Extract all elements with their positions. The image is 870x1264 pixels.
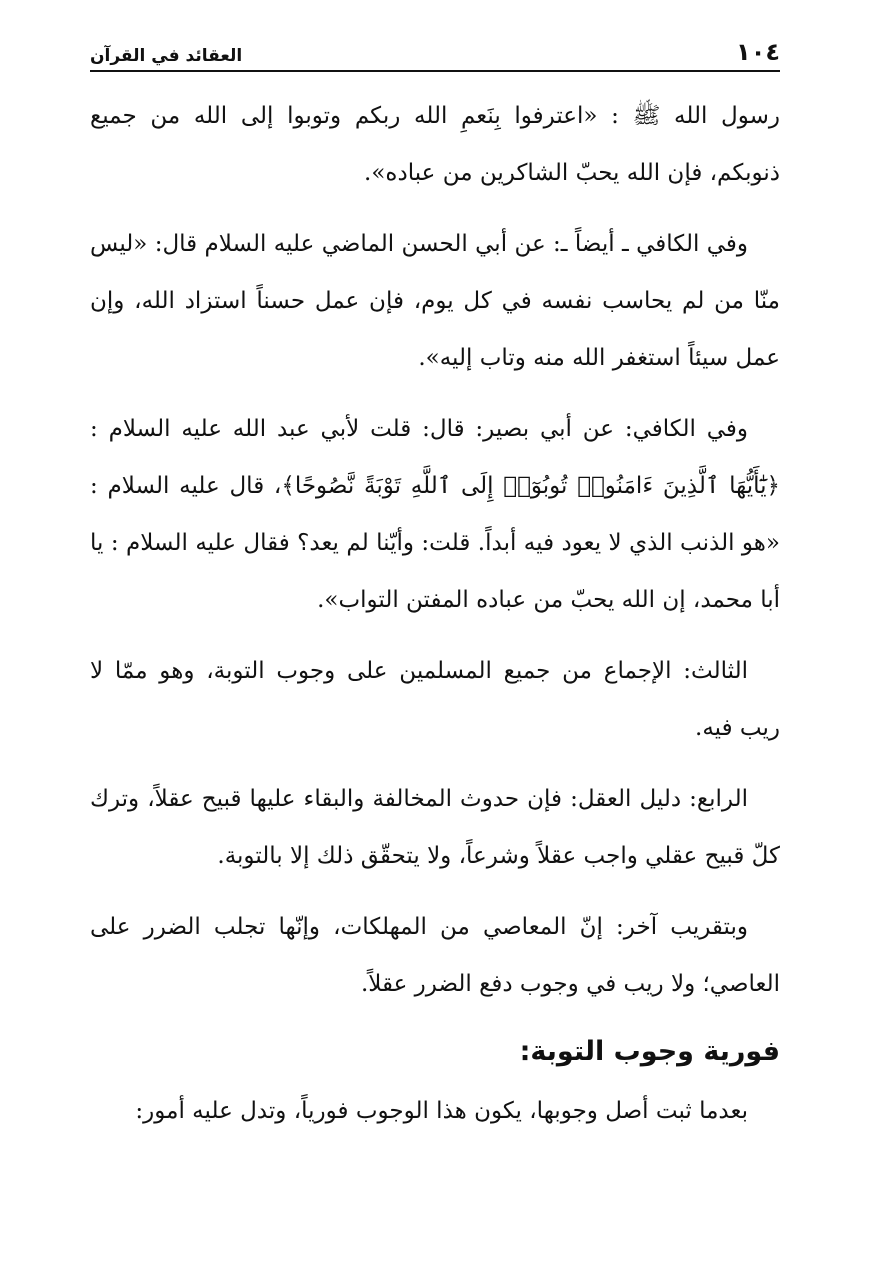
paragraph-section-intro: بعدما ثبت أصل وجوبها، يكون هذا الوجوب فورياً، وتدل عليه أمور: — [135, 1098, 748, 1124]
paragraph-kafi-self-account: وفي الكافي ـ أيضاً ـ: عن أبي الحسن الماضي عليه السلام قال: «ليس منّا من لم يحاسب نفسه في كل يوم، فإن عمل حسناً استزاد الله، وإن عمل سيئاً استغفر الله منه وتاب إليه». — [90, 231, 780, 371]
paragraph-fourth-reason: الرابع: دليل العقل: فإن حدوث المخالفة والبقاء عليها قبيح عقلاً، وترك كلّ قبيح عقلي واجب عقلاً وشرعاً، ولا يتحقّق ذلك إلا بالتوبة. — [90, 786, 780, 869]
paragraph-hadith-gratitude: رسول الله ﷺ : «اعترفوا بِنَعمِ الله ربكم وتوبوا إلى الله من جميع ذنوبكم، فإن الله يحبّ الشاكرين من عباده». — [90, 103, 780, 186]
book-page — [90, 28, 780, 1238]
paragraph-kafi-abu-basir: وفي الكافي: عن أبي بصير: قال: قلت لأبي عبد الله عليه السلام : ﴿يَٰٓأَيُّهَا ٱلَّذِينَ ءَامَنُوا۟ تُوبُوٓا۟ إِلَى ٱللَّهِ تَوْبَةً نَّصُوحًا﴾، قال عليه السلام : «هو الذنب الذي لا يعود فيه أبداً. قلت: وأيّنا لم يعد؟ فقال عليه السلام : يا أبا محمد، إن الله يحبّ من عباده المفتن التواب». — [90, 416, 780, 613]
paragraph-another-approach: وبتقريب آخر: إنّ المعاصي من المهلكات، وإنّها تجلب الضرر على العاصي؛ ولا ريب في وجوب دفع الضرر عقلاً. — [90, 914, 780, 997]
book-title: العقائد في القرآن — [90, 46, 243, 66]
page-body — [90, 88, 780, 1140]
paragraph-third-consensus: الثالث: الإجماع من جميع المسلمين على وجوب التوبة، وهو ممّا لا ريب فيه. — [90, 658, 780, 741]
page-number: ١٠٤ — [736, 38, 780, 66]
running-header — [90, 28, 780, 72]
section-heading: فورية وجوب التوبة: — [519, 1036, 780, 1067]
